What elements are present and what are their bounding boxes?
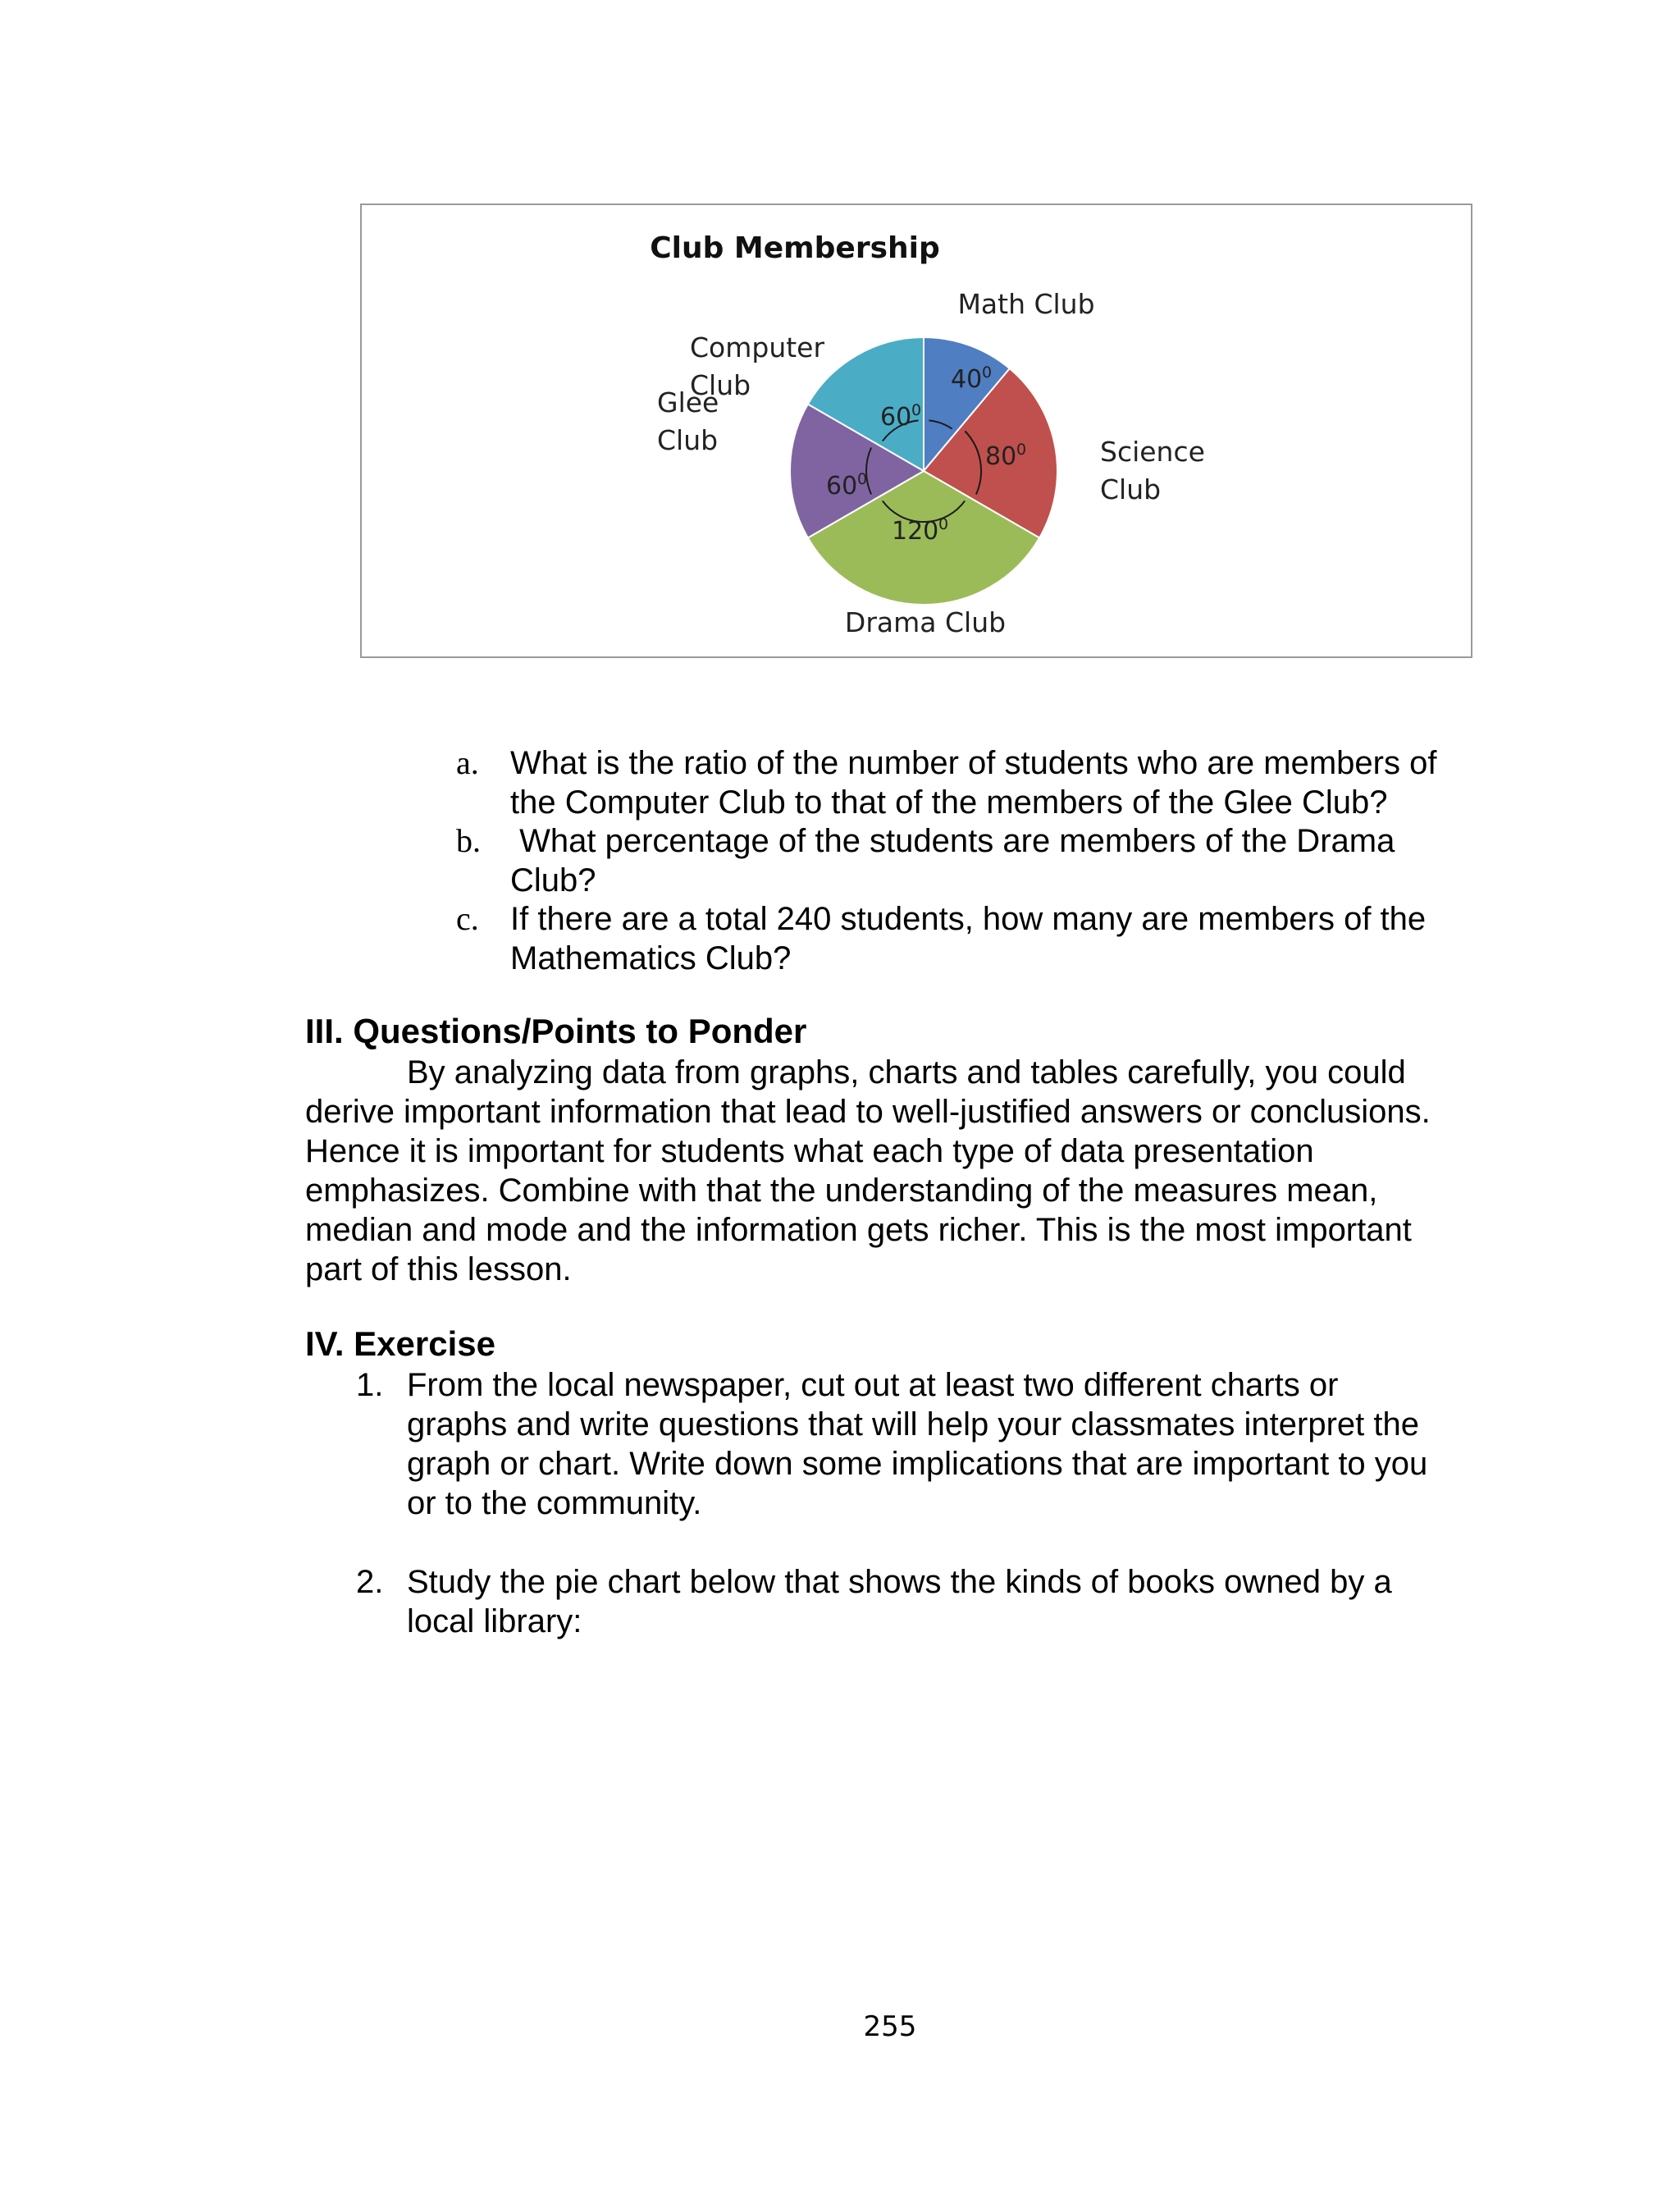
section-heading-questions: III. Questions/Points to Ponder <box>305 1012 807 1050</box>
chart-title: Club Membership <box>650 231 940 265</box>
degree-symbol: 0 <box>938 515 949 533</box>
question-letter: c. <box>456 900 479 937</box>
chart-frame <box>360 203 1472 658</box>
exercise-text: Study the pie chart below that shows the kinds of books owned by a local library: <box>407 1564 1392 1639</box>
exercise-number: 2. <box>356 1564 384 1600</box>
angle-label: 60 <box>826 472 858 501</box>
question-text: If there are a total 240 students, how many are members of the Mathematics Club? <box>510 901 1427 976</box>
paragraph-line: derive important information that lead to well-justified answers or conclusions. <box>305 1094 1431 1130</box>
paragraph-line: Hence it is important for students what each type of data presentation <box>305 1133 1314 1169</box>
exercise-text: From the local newspaper, cut out at least two different charts or graphs and write questions that will help your classmates interpret the graph or chart. Write down some implications that are important to you or to the community. <box>407 1367 1428 1521</box>
angle-label: 40 <box>951 365 983 394</box>
paragraph-line: part of this lesson. <box>305 1251 572 1287</box>
question-text: What is the ratio of the number of students who are members of the Computer Club to that of the members of the Glee Club? <box>510 745 1437 821</box>
slice-label: Glee Club <box>657 386 719 456</box>
paragraph-line: emphasizes. Combine with that the understanding of the measures mean, <box>305 1173 1378 1209</box>
paragraph-line: median and mode and the information gets richer. This is the most important <box>305 1212 1412 1248</box>
club-membership-pie-chart <box>362 205 1471 656</box>
degree-symbol: 0 <box>1016 441 1027 459</box>
degree-symbol: 0 <box>911 401 922 419</box>
section-heading-exercise: IV. Exercise <box>305 1324 495 1363</box>
pie-slices <box>790 337 1057 605</box>
angle-label: 60 <box>880 403 912 432</box>
slice-label: Math Club <box>957 288 1095 320</box>
paragraph-line: By analyzing data from graphs, charts and tables carefully, you could <box>407 1054 1406 1090</box>
degree-symbol: 0 <box>982 363 993 382</box>
angle-label: 80 <box>985 442 1017 471</box>
slice-label: Computer Club <box>690 331 825 401</box>
degree-symbol: 0 <box>857 470 868 488</box>
question-letter: a. <box>456 744 479 781</box>
question-text: What percentage of the students are members of the Drama Club? <box>510 823 1395 898</box>
page-number: 255 <box>863 2010 917 2043</box>
slice-label: Drama Club <box>844 606 1007 638</box>
angle-label: 120 <box>892 517 939 546</box>
exercise-number: 1. <box>356 1367 384 1403</box>
section-paragraph-ponder <box>305 1053 1470 1289</box>
slice-label: Science Club <box>1100 436 1205 505</box>
question-letter: b. <box>456 822 481 859</box>
